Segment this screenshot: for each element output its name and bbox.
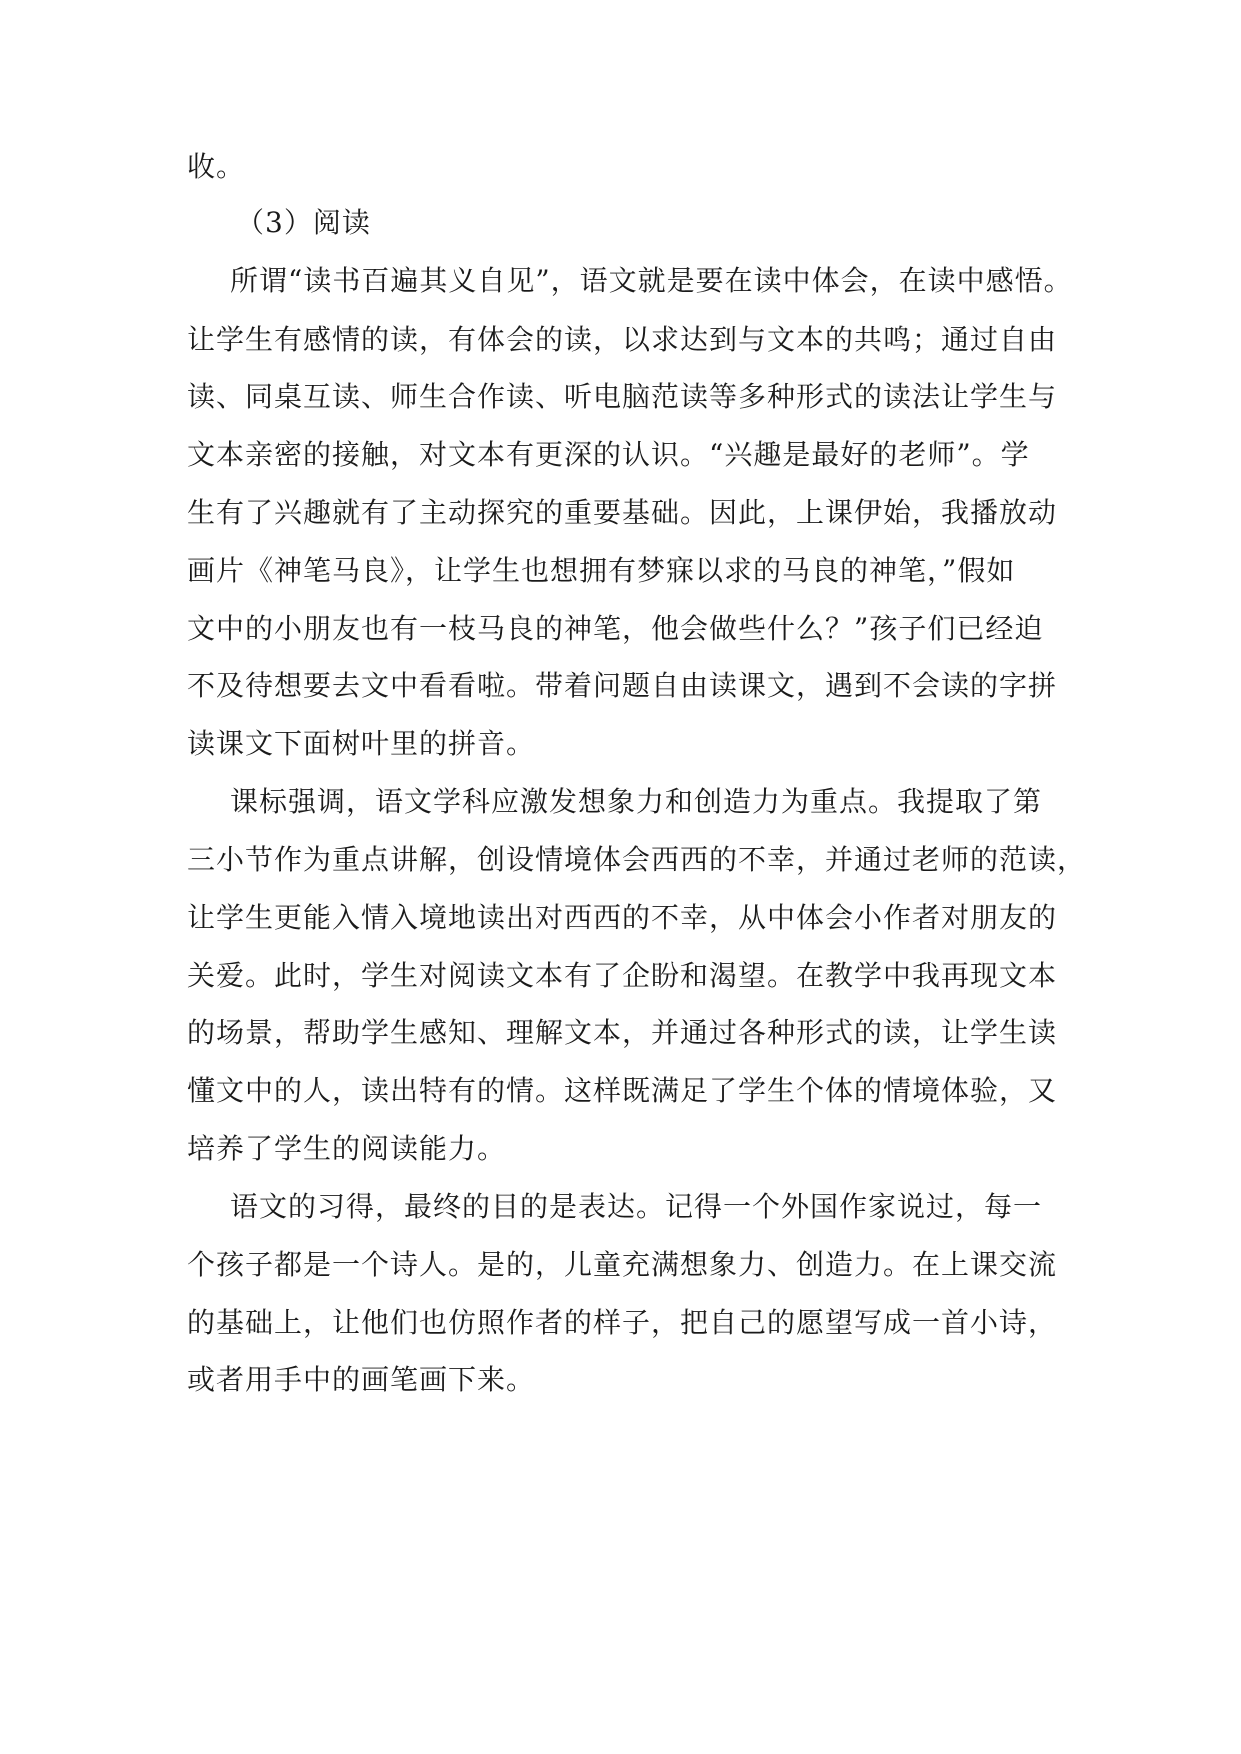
text-line: 个孩子都是一个诗人。是的，儿童充满想象力、创造力。在上课交流 — [187, 1248, 1058, 1281]
text-line: 所谓“读书百遍其义自见”，语文就是要在读中体会，在读中感悟。 — [230, 264, 1073, 297]
text-line: 关爱。此时，学生对阅读文本有了企盼和渴望。在教学中我再现文本 — [187, 959, 1058, 992]
text-line: 的基础上，让他们也仿照作者的样子，把自己的愿望写成一首小诗， — [187, 1306, 1058, 1339]
text-line: 或者用手中的画笔画下来。 — [187, 1363, 536, 1396]
text-line: 读课文下面树叶里的拼音。 — [187, 727, 536, 760]
text-line: 收。 — [187, 150, 246, 183]
text-line: 让学生有感情的读，有体会的读，以求达到与文本的共鸣；通过自由 — [187, 323, 1058, 356]
text-line: 生有了兴趣就有了主动探究的重要基础。因此，上课伊始，我播放动 — [187, 496, 1058, 529]
text-line: 文中的小朋友也有一枝马良的神笔，他会做些什么？”孩子们已经迫 — [187, 612, 1044, 645]
text-line: 三小节作为重点讲解，创设情境体会西西的不幸，并通过老师的范读， — [187, 843, 1087, 876]
text-line: 培养了学生的阅读能力。 — [187, 1132, 507, 1165]
section-heading: （3）阅读 — [236, 206, 371, 239]
text-line: 让学生更能入情入境地读出对西西的不幸，从中体会小作者对朋友的 — [187, 901, 1058, 934]
text-line: 课标强调，语文学科应激发想象力和创造力为重点。我提取了第 — [230, 785, 1043, 818]
text-line: 语文的习得，最终的目的是表达。记得一个外国作家说过，每一 — [230, 1190, 1043, 1223]
text-line: 读、同桌互读、师生合作读、听电脑范读等多种形式的读法让学生与 — [187, 380, 1058, 413]
text-line: 懂文中的人，读出特有的情。这样既满足了学生个体的情境体验，又 — [187, 1074, 1058, 1107]
text-line: 画片《神笔马良》，让学生也想拥有梦寐以求的马良的神笔，”假如 — [187, 554, 1016, 587]
text-line: 文本亲密的接触，对文本有更深的认识。“兴趣是最好的老师”。学 — [187, 438, 1030, 471]
text-line: 的场景，帮助学生感知、理解文本，并通过各种形式的读，让学生读 — [187, 1016, 1058, 1049]
text-line: 不及待想要去文中看看啦。带着问题自由读课文，遇到不会读的字拼 — [187, 669, 1058, 702]
